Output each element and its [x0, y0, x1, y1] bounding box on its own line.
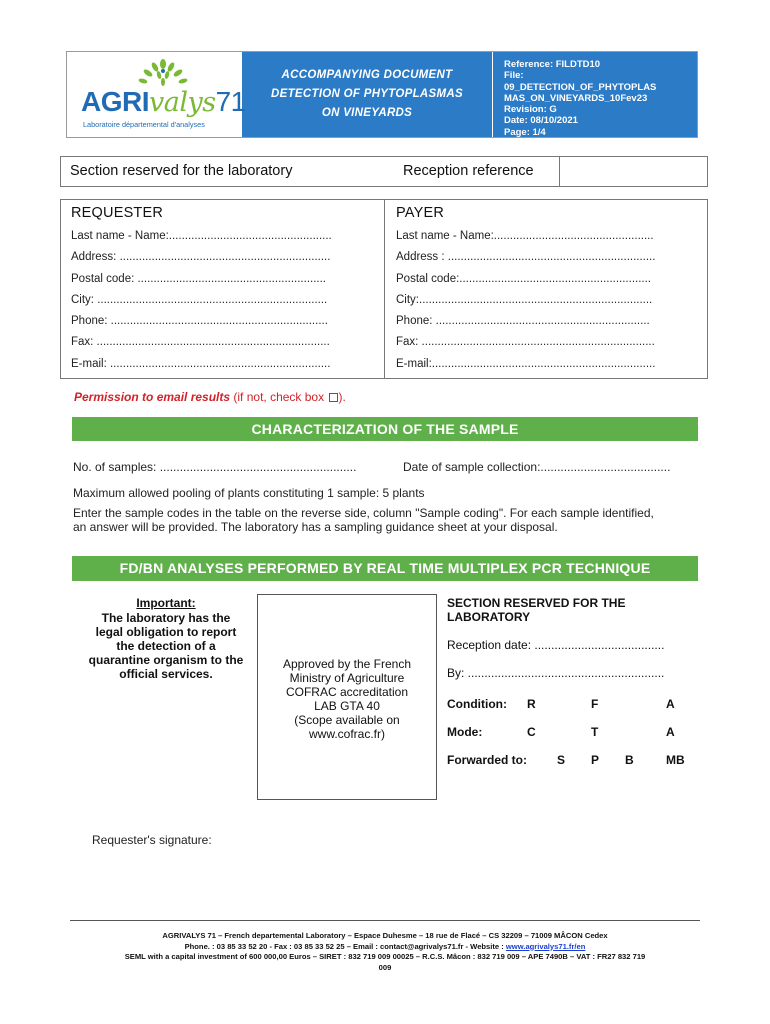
payer-email-field[interactable]: E-mail:......................................................................	[396, 357, 656, 370]
requester-email-field[interactable]: E-mail: .....................................................................	[71, 357, 331, 370]
payer-address-field[interactable]: Address : .................................................................	[396, 251, 656, 264]
condition-option[interactable]: R	[527, 697, 536, 711]
max-pooling-text: Maximum allowed pooling of plants constituting 1 sample: 5 plants	[73, 486, 425, 500]
requester-phone-field[interactable]: Phone: ....................................................................	[71, 315, 328, 328]
website-link[interactable]: www.agrivalys71.fr/en	[505, 941, 586, 951]
fdbn-heading: FD/BN ANALYSES PERFORMED BY REAL TIME MULTIPLEX PCR TECHNIQUE	[72, 556, 698, 581]
lab-reserved-section	[447, 596, 697, 774]
reception-date-field[interactable]: Reception date: .......................................	[447, 638, 665, 652]
requester-name-field[interactable]: Last name - Name:...................................................	[71, 230, 332, 242]
document-reference: Reference: FILDTD10 File: 09_DETECTION_OF_PHYTOPLAS MAS_ON_VINEYARDS_10Fev23 Revision: G Date: 08/10/2021 Page: 1/4	[492, 52, 697, 137]
forwarded-option[interactable]: S	[557, 753, 566, 767]
footer-divider	[70, 920, 700, 921]
requester-title: REQUESTER	[71, 205, 164, 221]
footer: AGRIVALYS 71 – French departemental Laboratory – Espace Duhesme – 18 rue de Flacé – CS 32209 – 71009 MÂCON Cedex Phone. : 03 85 33 52 20 - Fax : 03 85 33 52 25 – Email : contact@agrivalys71.fr - Website : www.agrivalys71.fr/en SEML with a capital investment of 600 000,00 Euros – SIRET : 832 719 009 00025 – R.C.S. Mâcon : 832 719 009 – APE 7490B – VAT : FR27 832 719 009	[124, 931, 646, 972]
instructions-text-1: Enter the sample codes in the table on the reverse side, column "Sample coding". For each sample identified,	[73, 506, 654, 520]
important-heading: Important:	[136, 596, 196, 610]
mode-option[interactable]: T	[591, 725, 599, 739]
payer-city-field[interactable]: City:.........................................................................	[396, 293, 653, 306]
no-samples-field[interactable]: No. of samples: ...........................................................	[73, 460, 357, 474]
forwarded-option[interactable]: B	[625, 753, 634, 767]
signature-field[interactable]: Requester's signature:	[92, 833, 212, 847]
logo-wordmark: AGRIvalys71	[81, 86, 246, 118]
instructions-text-2: an answer will be provided. The laboratory has a sampling guidance sheet at your disposal.	[73, 520, 558, 534]
document-header	[66, 51, 698, 138]
requester-city-field[interactable]: City: ........................................................................	[71, 293, 328, 306]
characterization-heading: CHARACTERIZATION OF THE SAMPLE	[72, 417, 698, 441]
logo-subtitle: Laboratoire départemental d'analyses	[83, 120, 205, 129]
accreditation-box: Approved by the French Ministry of Agriculture COFRAC accreditation LAB GTA 40 (Scope available on www.cofrac.fr)	[257, 594, 437, 800]
condition-option[interactable]: A	[666, 697, 675, 711]
mode-option[interactable]: A	[666, 725, 675, 739]
condition-option[interactable]: F	[591, 697, 599, 711]
requester-section	[61, 200, 384, 378]
payer-title: PAYER	[396, 205, 445, 221]
section-reserved-label: Section reserved for the laboratory	[70, 163, 293, 179]
condition-row: Condition: R F A	[447, 697, 675, 711]
payer-phone-field[interactable]: Phone: ...................................................................	[396, 315, 650, 328]
document-title: ACCOMPANYING DOCUMENT DETECTION OF PHYTOPLASMAS ON VINEYARDS	[242, 52, 492, 137]
forwarded-option[interactable]: P	[591, 753, 600, 767]
requester-fax-field[interactable]: Fax: .........................................................................	[71, 336, 330, 349]
requester-payer-box	[60, 199, 708, 379]
payer-postal-field[interactable]: Postal code:............................................................	[396, 272, 651, 285]
reception-reference-label: Reception reference	[403, 163, 534, 179]
payer-section	[384, 200, 707, 378]
mode-option[interactable]: C	[527, 725, 536, 739]
email-permission: Permission to email results (if not, check box ).	[74, 390, 346, 404]
payer-fax-field[interactable]: Fax: .........................................................................	[396, 336, 655, 349]
important-note: Important: The laboratory has the legal obligation to report the detection of a quarantine organism to the official services.	[78, 596, 254, 681]
logo	[67, 52, 246, 137]
lab-reserved-title: SECTION RESERVED FOR THE LABORATORY	[447, 596, 626, 624]
lab-reserved-box	[60, 156, 708, 187]
payer-name-field[interactable]: Last name - Name:..................................................	[396, 230, 654, 242]
by-field[interactable]: By: ...........................................................	[447, 666, 665, 680]
mode-row: Mode: C T A	[447, 725, 675, 739]
date-collection-field[interactable]: Date of sample collection:.......................................	[403, 460, 671, 474]
forwarded-row: Forwarded to: S P B MB	[447, 753, 685, 767]
forwarded-option[interactable]: MB	[666, 753, 685, 767]
requester-address-field[interactable]: Address: ..................................................................	[71, 251, 331, 264]
reception-reference-field[interactable]	[559, 157, 707, 186]
requester-postal-field[interactable]: Postal code: ...........................................................	[71, 272, 326, 285]
